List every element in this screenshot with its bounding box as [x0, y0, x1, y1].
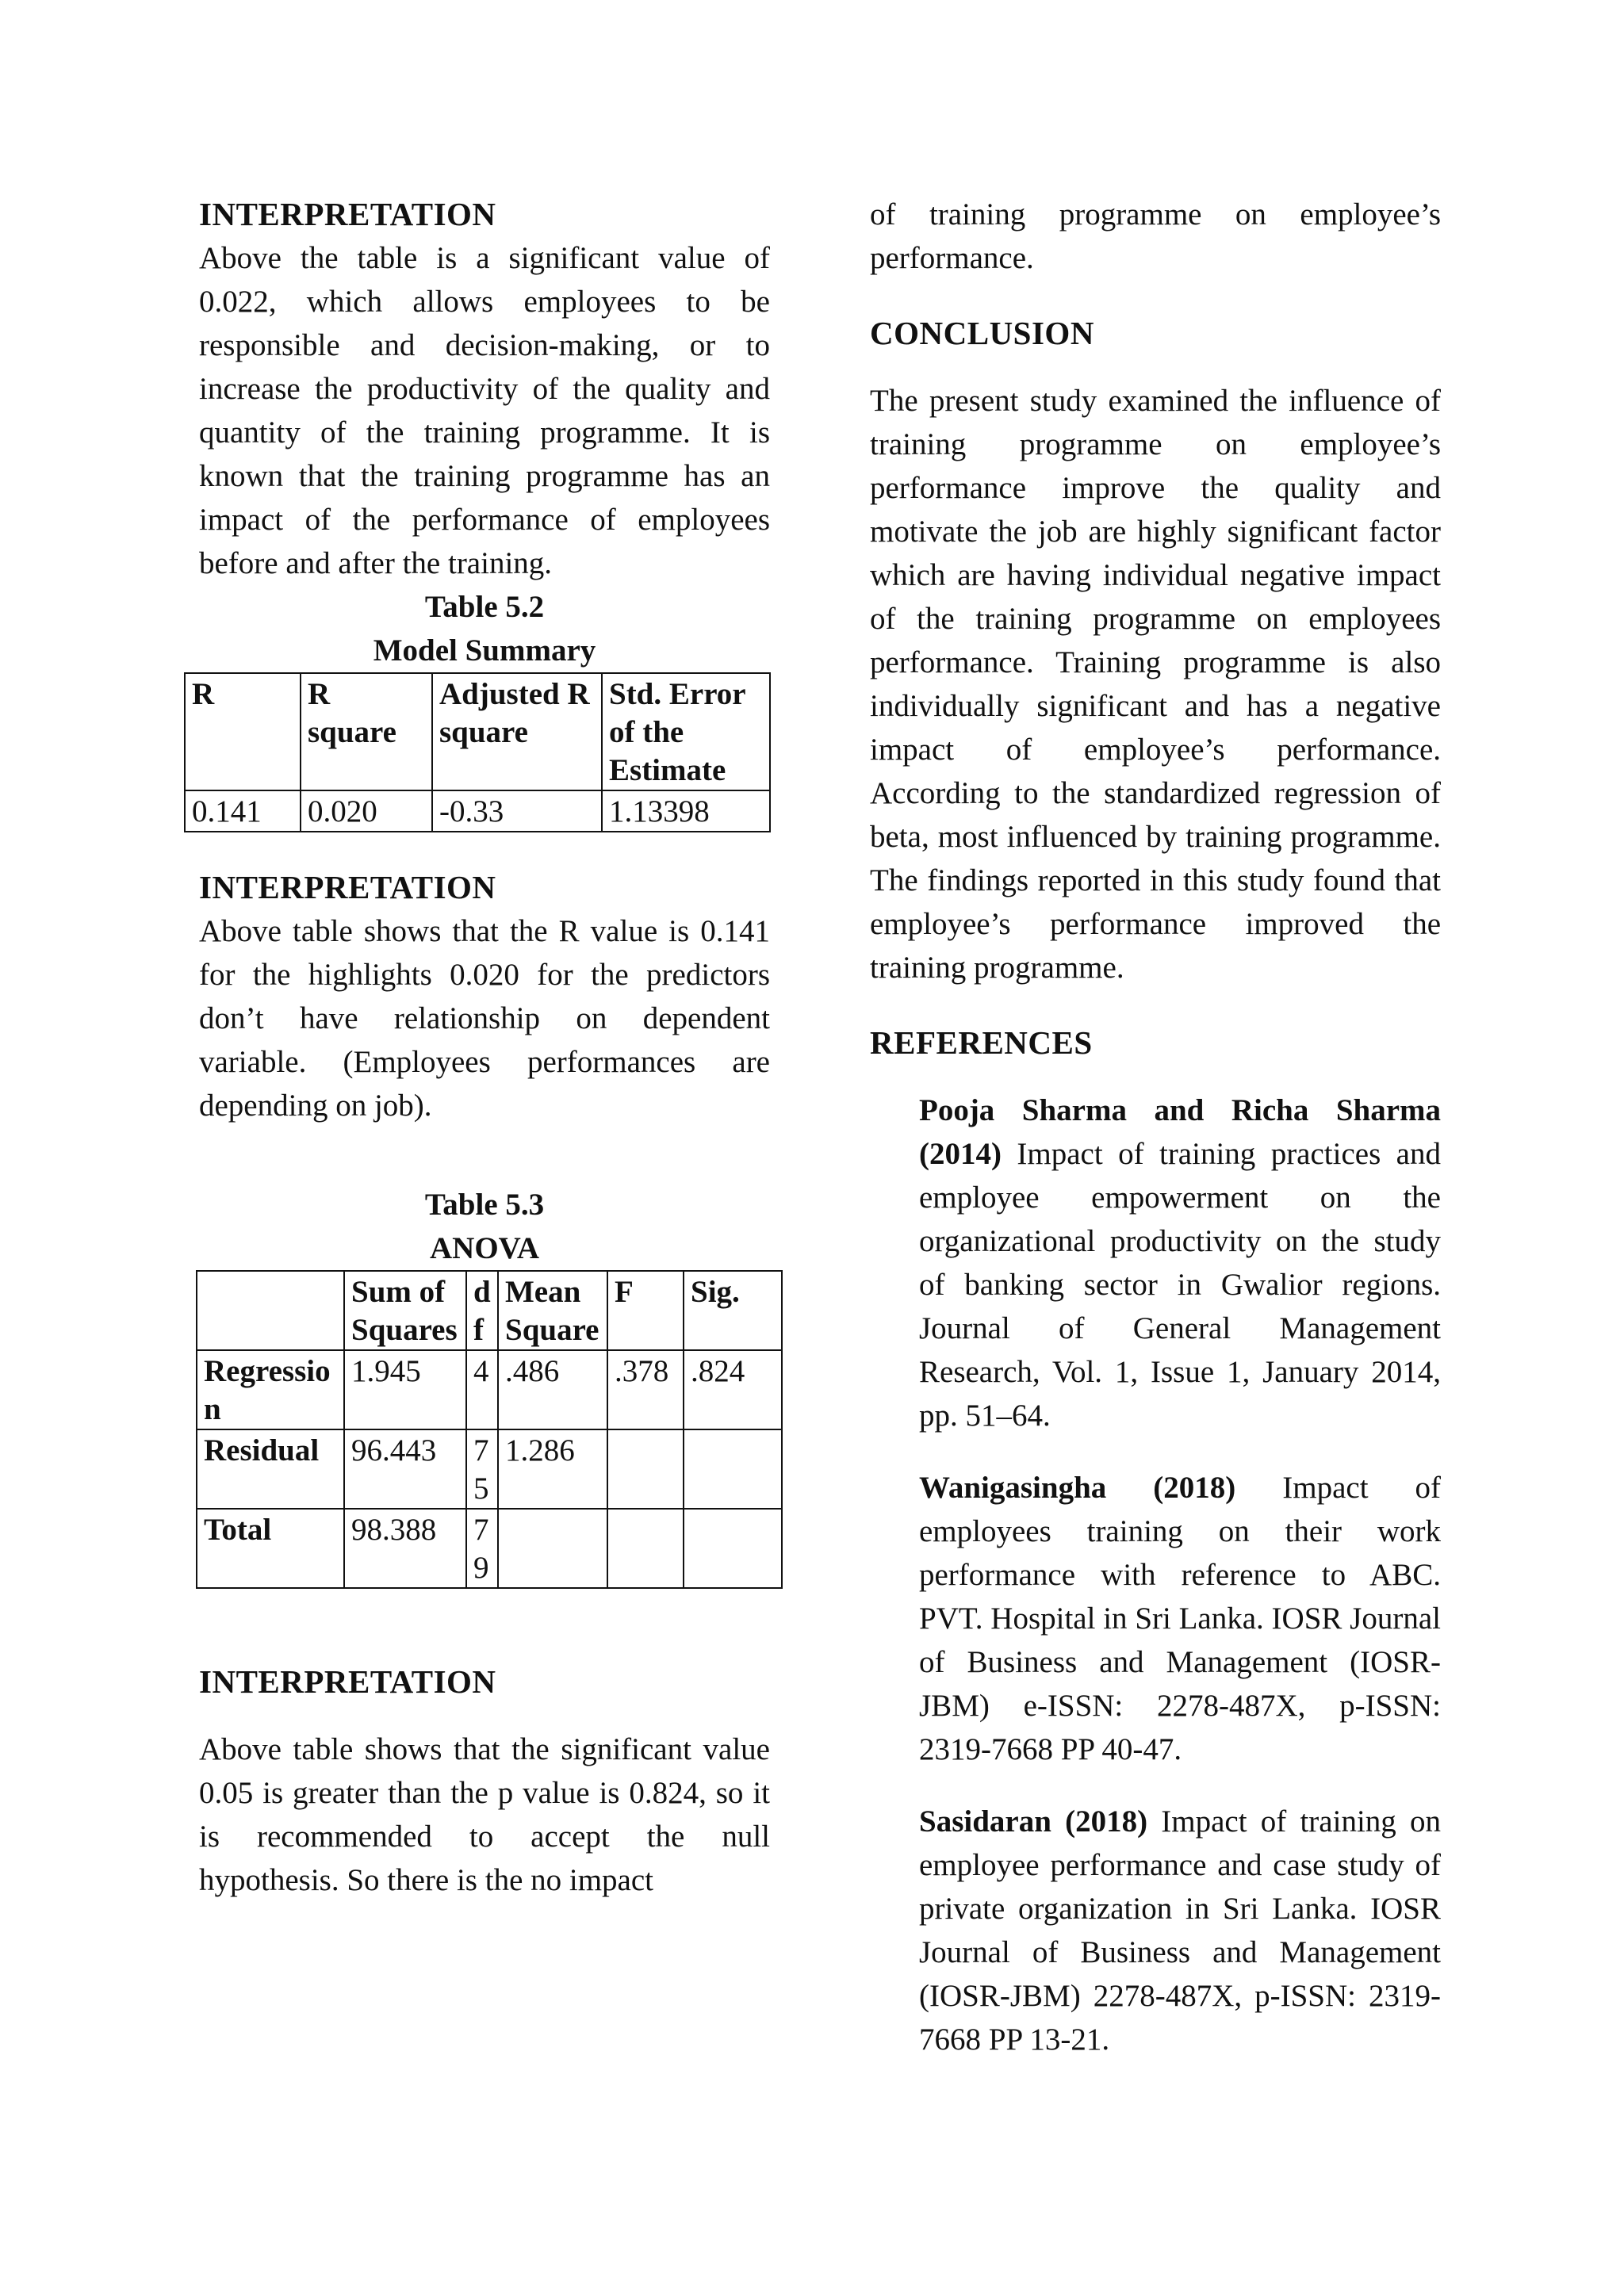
- table-cell: .824: [684, 1350, 782, 1429]
- table-header-cell: [197, 1271, 344, 1350]
- reference-item: [919, 1089, 1441, 1437]
- reference-text: Impact of employees training on their work performance with reference to ABC. PVT. Hospital in Sri Lanka. IOSR Journal of Business and Management (IOSR-JBM) e-ISSN: 2278-487X, p-ISSN: 2319-7668 PP 40-47.: [919, 1471, 1442, 1766]
- table-cell: 4: [466, 1350, 498, 1429]
- table-header-cell: Sum of Squares: [344, 1271, 466, 1350]
- reference-item: [919, 1466, 1441, 1771]
- table-header-cell: Sig.: [684, 1271, 782, 1350]
- interpretation-heading-1: INTERPRETATION: [199, 196, 496, 232]
- table-cell: 0.141: [185, 790, 301, 832]
- table-header-row: [185, 673, 770, 790]
- table-5-2-caption: Table 5.2: [424, 590, 545, 624]
- reference-text: Impact of training on employee performance and case study of private organization in Sri Lanka. IOSR Journal of Business and Management (IOSR-JBM) 2278-487X, p-ISSN: 2319-7668 PP 13-21.: [919, 1804, 1441, 2057]
- table-cell: 1.13398: [602, 790, 770, 832]
- table-cell: Regression: [197, 1350, 344, 1429]
- table-cell: 79: [466, 1509, 498, 1588]
- table-header-row: [197, 1271, 782, 1350]
- left-column: [192, 193, 770, 1902]
- table-cell: [607, 1429, 684, 1509]
- reference-authors: Pooja Sharma and Richa Sharma (2014): [919, 1093, 1441, 1171]
- table-header-cell: R square: [301, 673, 432, 790]
- reference-authors: Sasidaran (2018): [919, 1804, 1148, 1839]
- table-header-cell: Std. Error of the Estimate: [602, 673, 770, 790]
- table-header-cell: F: [607, 1271, 684, 1350]
- table-cell: -0.33: [432, 790, 602, 832]
- table-cell: Residual: [197, 1429, 344, 1509]
- table-5-2-title: Model Summary: [373, 633, 596, 668]
- table-header-cell: R: [185, 673, 301, 790]
- interpretation-heading-2: INTERPRETATION: [199, 869, 496, 905]
- anova-table: [196, 1270, 783, 1589]
- table-cell: 75: [466, 1429, 498, 1509]
- table-cell: [684, 1509, 782, 1588]
- table-cell: 0.020: [301, 790, 432, 832]
- conclusion-text: The present study examined the influence of training programme on employee’s performance improve the quality and motivate the job are highly significant factor which are having individual negative impact of the training programme on employees performance. Training programme is also individually significant and has a negative impact of employee’s performance. According to the standardized regression of beta, most influenced by training programme. The findings reported in this study found that employee’s performance improved the training programme.: [870, 384, 1441, 985]
- table-row: [197, 1350, 782, 1429]
- interpretation-text-2: Above table shows that the R value is 0.141 for the highlights 0.020 for the predictors don’t have relationship on dependent variable. (Employees performances are depending on job).: [199, 914, 770, 1123]
- table-cell: 96.443: [344, 1429, 466, 1509]
- table-row: [197, 1509, 782, 1588]
- table-cell: [607, 1509, 684, 1588]
- references-heading: REFERENCES: [870, 1024, 1093, 1061]
- table-header-cell: Adjusted R square: [432, 673, 602, 790]
- table-row: [197, 1429, 782, 1509]
- reference-authors: Wanigasingha (2018): [919, 1471, 1236, 1505]
- table-cell: 1.945: [344, 1350, 466, 1429]
- interpretation-text-3: Above table shows that the significant value 0.05 is greater than the p value is 0.824, so it is recommended to accept the null hypothesis. So there is the no impact: [199, 1732, 770, 1897]
- interpretation-text-1: Above the table is a significant value of 0.022, which allows employees to be responsible and decision-making, or to increase the productivity of the quality and quantity of the training programme. It is known that the training programme has an impact of the performance of employees before and after the training.: [199, 241, 770, 580]
- table-cell: .486: [498, 1350, 607, 1429]
- references-list: [919, 1089, 1441, 2061]
- table-cell: [498, 1509, 607, 1588]
- model-summary-table: [184, 672, 771, 832]
- table-cell: Total: [197, 1509, 344, 1588]
- interpretation-heading-3: INTERPRETATION: [199, 1663, 496, 1700]
- table-cell: 98.388: [344, 1509, 466, 1588]
- table-cell: 1.286: [498, 1429, 607, 1509]
- table-header-cell: df: [466, 1271, 498, 1350]
- reference-text: Impact of training practices and employee empowerment on the organizational productivity on the study of banking sector in Gwalior regions. Journal of General Management Research, Vol. 1, Issue 1, January 2014, pp. 51–64.: [919, 1137, 1441, 1433]
- table-header-cell: Mean Square: [498, 1271, 607, 1350]
- table-cell: [684, 1429, 782, 1509]
- conclusion-heading: CONCLUSION: [870, 315, 1094, 351]
- right-column: [870, 193, 1441, 2061]
- table-row: [185, 790, 770, 832]
- table-cell: .378: [607, 1350, 684, 1429]
- table-5-3-title: ANOVA: [430, 1231, 539, 1265]
- continued-text: of training programme on employee’s performance.: [870, 197, 1441, 275]
- table-5-3-caption: Table 5.3: [424, 1188, 545, 1222]
- reference-item: [919, 1800, 1441, 2061]
